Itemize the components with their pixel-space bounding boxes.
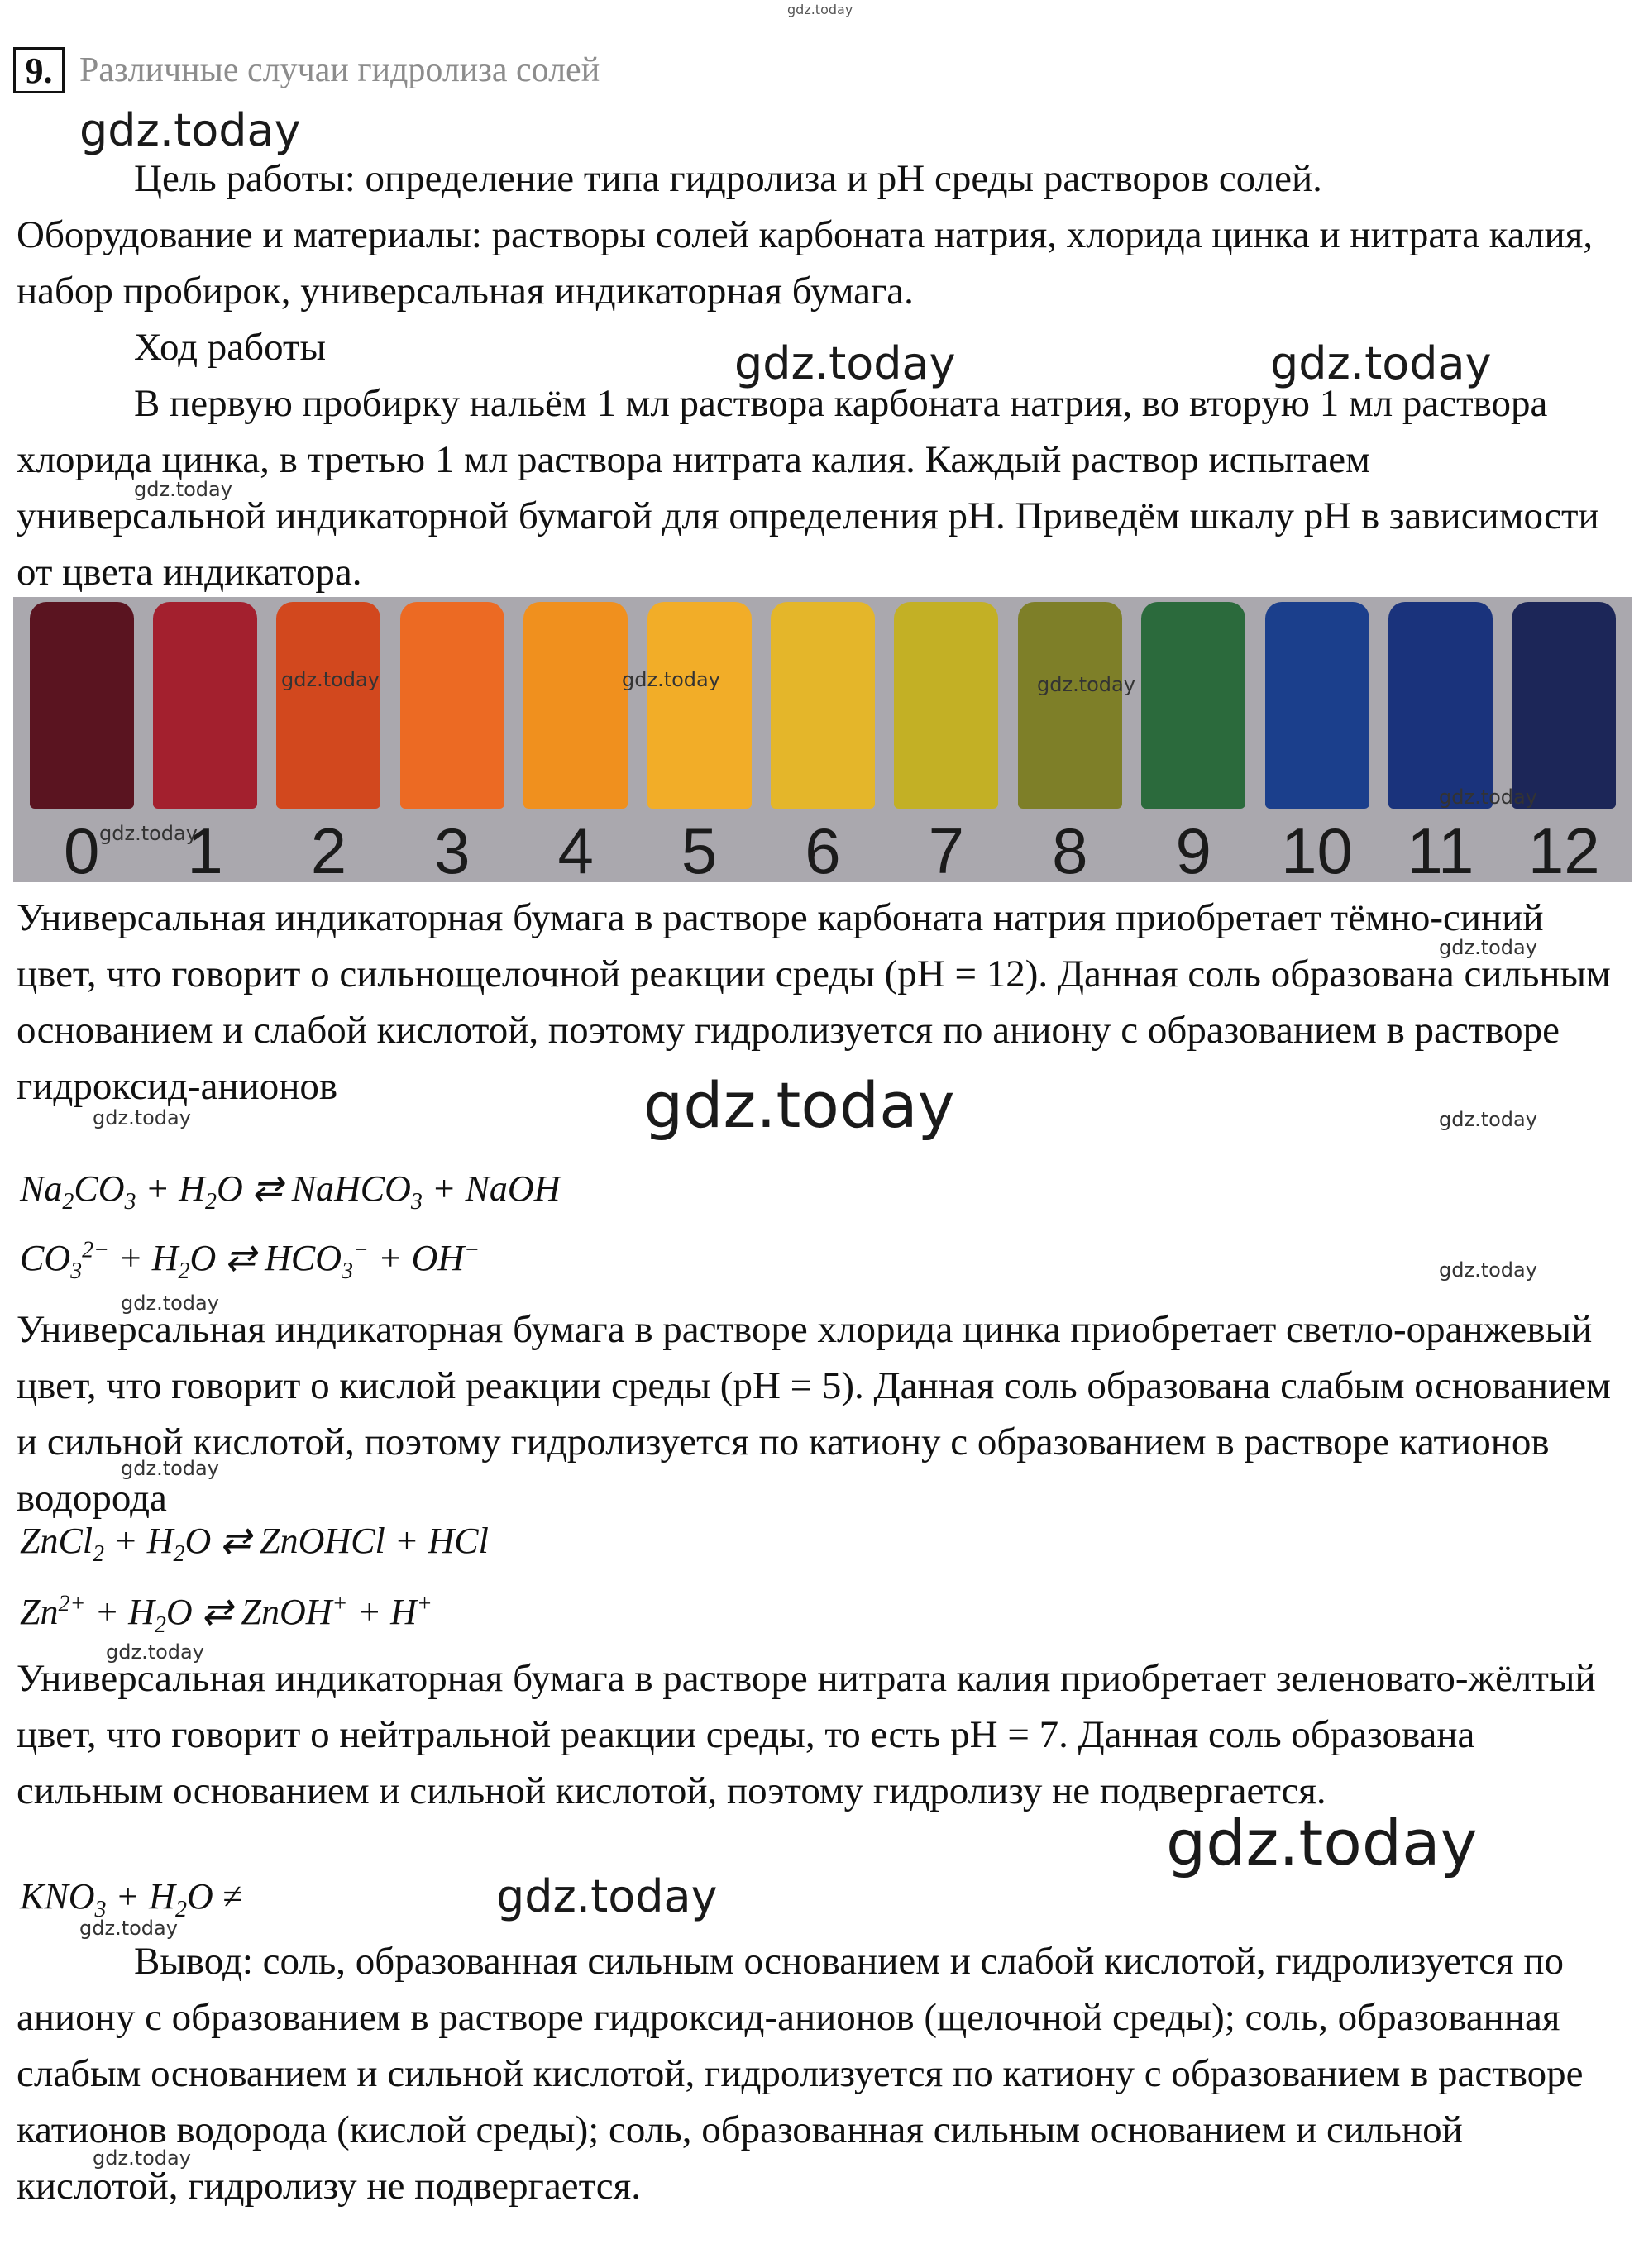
ph-swatch-9 (1141, 602, 1245, 809)
watermark: gdz.today (1037, 673, 1135, 696)
task-title: Различные случаи гидролиза солей (79, 51, 600, 89)
task-number: 9. (13, 47, 65, 93)
ph-swatch-7 (894, 602, 998, 809)
ph-swatch-2 (276, 602, 380, 809)
watermark: gdz.today (1439, 1258, 1537, 1282)
watermark: gdz.today (93, 1106, 191, 1129)
watermark: gdz.today (121, 1457, 219, 1480)
ph-label-1: 1 (187, 814, 223, 882)
zncl2-molecular-equation: ZnCl$_2$ + $H_2O$ ⇄ ZnOHCl + HCl (20, 1521, 489, 1567)
ph-label-8: 8 (1052, 814, 1088, 882)
ph-label-4: 4 (557, 814, 594, 882)
ph-label-0: 0 (63, 814, 100, 882)
ph-swatch-0 (30, 602, 134, 809)
ph-color-scale (13, 597, 1632, 882)
ph-swatch-10 (1265, 602, 1369, 809)
watermark-top: gdz.today (787, 2, 853, 17)
watermark: gdz.today (106, 1640, 204, 1664)
zncl2-ionic-equation: $Zn^{2+} + H_2O$ ⇄ ZnOH+ + H+ (20, 1591, 432, 1638)
procedure-heading: Ход работы (134, 326, 327, 369)
watermark: gdz.today (99, 822, 198, 845)
equipment-paragraph: Оборудование и материалы: растворы солей карбоната натрия, хлорида цинка и нитрата калия, набор пробирок, универсальная индикаторная бумага. (17, 213, 1594, 313)
ph-label-12: 12 (1527, 814, 1600, 882)
ph-label-3: 3 (434, 814, 471, 882)
conclusion-paragraph: Вывод: соль, образованная сильным основанием и слабой кислотой, гидролизуется по аниону с образованием в растворе гидроксид-анионов (щелочной среды); соль, образованная слабым основанием и сильной кислотой, гидролизуется по катиону с образованием в растворе катионов водорода (кислой среды); соль, образованная сильным основанием и сильной кислотой, гидролизу не подвергается. (17, 1940, 1584, 2208)
ph-label-10: 10 (1281, 814, 1353, 882)
watermark: gdz.today (1439, 936, 1537, 959)
intro-block (17, 150, 1629, 600)
watermark: gdz.today (79, 1917, 178, 1940)
watermark: gdz.today (1166, 1806, 1478, 1879)
na2co3-section (17, 890, 1629, 1115)
ph-swatch-12 (1512, 602, 1616, 809)
ph-label-5: 5 (681, 814, 718, 882)
conclusion-section (17, 1933, 1629, 2214)
goal-paragraph: Цель работы: определение типа гидролиза и рН среды растворов солей. (134, 157, 1322, 200)
watermark: gdz.today (121, 1292, 219, 1315)
kno3-equation: $KNO_3 + H_2O$ ≠ (20, 1876, 242, 1922)
kno3-section (17, 1650, 1629, 1819)
watermark: gdz.today (734, 337, 956, 389)
watermark: gdz.today (1439, 1108, 1537, 1131)
ph-label-6: 6 (805, 814, 841, 882)
watermark: gdz.today (281, 668, 380, 691)
zncl2-section (17, 1301, 1629, 1526)
watermark: gdz.today (496, 1870, 718, 1922)
watermark: gdz.today (1439, 785, 1537, 809)
watermark: gdz.today (93, 2146, 191, 2170)
zncl2-paragraph: Универсальная индикаторная бумага в растворе хлорида цинка приобретает светло-оранжевый цвет, что говорит о кислой реакции среды (рН = 5). Данная соль образована слабым основанием и сильной кислотой, поэтому гидролизуется по катиону с образованием в растворе катионов водорода (17, 1308, 1611, 1520)
watermark: gdz.today (622, 668, 720, 691)
ph-label-2: 2 (310, 814, 347, 882)
kno3-paragraph: Универсальная индикаторная бумага в растворе нитрата калия приобретает зеленовато-жёлтый цвет, что говорит о нейтральной реакции среды, то есть рН = 7. Данная соль образована сильным основанием и сильной кислотой, поэтому гидролизу не подвергается. (17, 1657, 1596, 1812)
procedure-paragraph: В первую пробирку нальём 1 мл раствора карбоната натрия, во вторую 1 мл раствора хлорида цинка, в третью 1 мл раствора нитрата калия. Каждый раствор испытаем универсальной индикаторной бумагой для определения рН. Приведём шкалу рН в зависимости от цвета индикатора. (17, 382, 1599, 594)
ph-swatch-11 (1388, 602, 1493, 809)
ph-label-11: 11 (1407, 814, 1474, 882)
ph-label-7: 7 (928, 814, 965, 882)
na2co3-paragraph: Универсальная индикаторная бумага в растворе карбоната натрия приобретает тёмно-синий цвет, что говорит о сильнощелочной реакции среды (рН = 12). Данная соль образована сильным основанием и слабой кислотой, поэтому гидролизуется по аниону с образованием в растворе гидроксид-анионов (17, 896, 1611, 1108)
watermark: gdz.today (79, 104, 301, 156)
watermark: gdz.today (134, 478, 232, 501)
watermark: gdz.today (1270, 337, 1492, 389)
ph-label-9: 9 (1175, 814, 1211, 882)
ph-swatch-1 (153, 602, 257, 809)
na2co3-ionic-equation: $CO_3^{2-} + H_2O$ ⇄ $HCO_3^- + OH^-$ (20, 1237, 480, 1284)
ph-swatch-6 (771, 602, 875, 809)
ph-swatch-8 (1018, 602, 1122, 809)
ph-swatch-4 (523, 602, 628, 809)
ph-swatch-3 (400, 602, 504, 809)
ph-swatch-5 (647, 602, 752, 809)
watermark: gdz.today (643, 1068, 955, 1142)
task-header (13, 46, 600, 94)
na2co3-molecular-equation: $Na_2CO_3 + H_2O$ ⇄ NaHCO$_3$ + NaOH (20, 1168, 561, 1215)
